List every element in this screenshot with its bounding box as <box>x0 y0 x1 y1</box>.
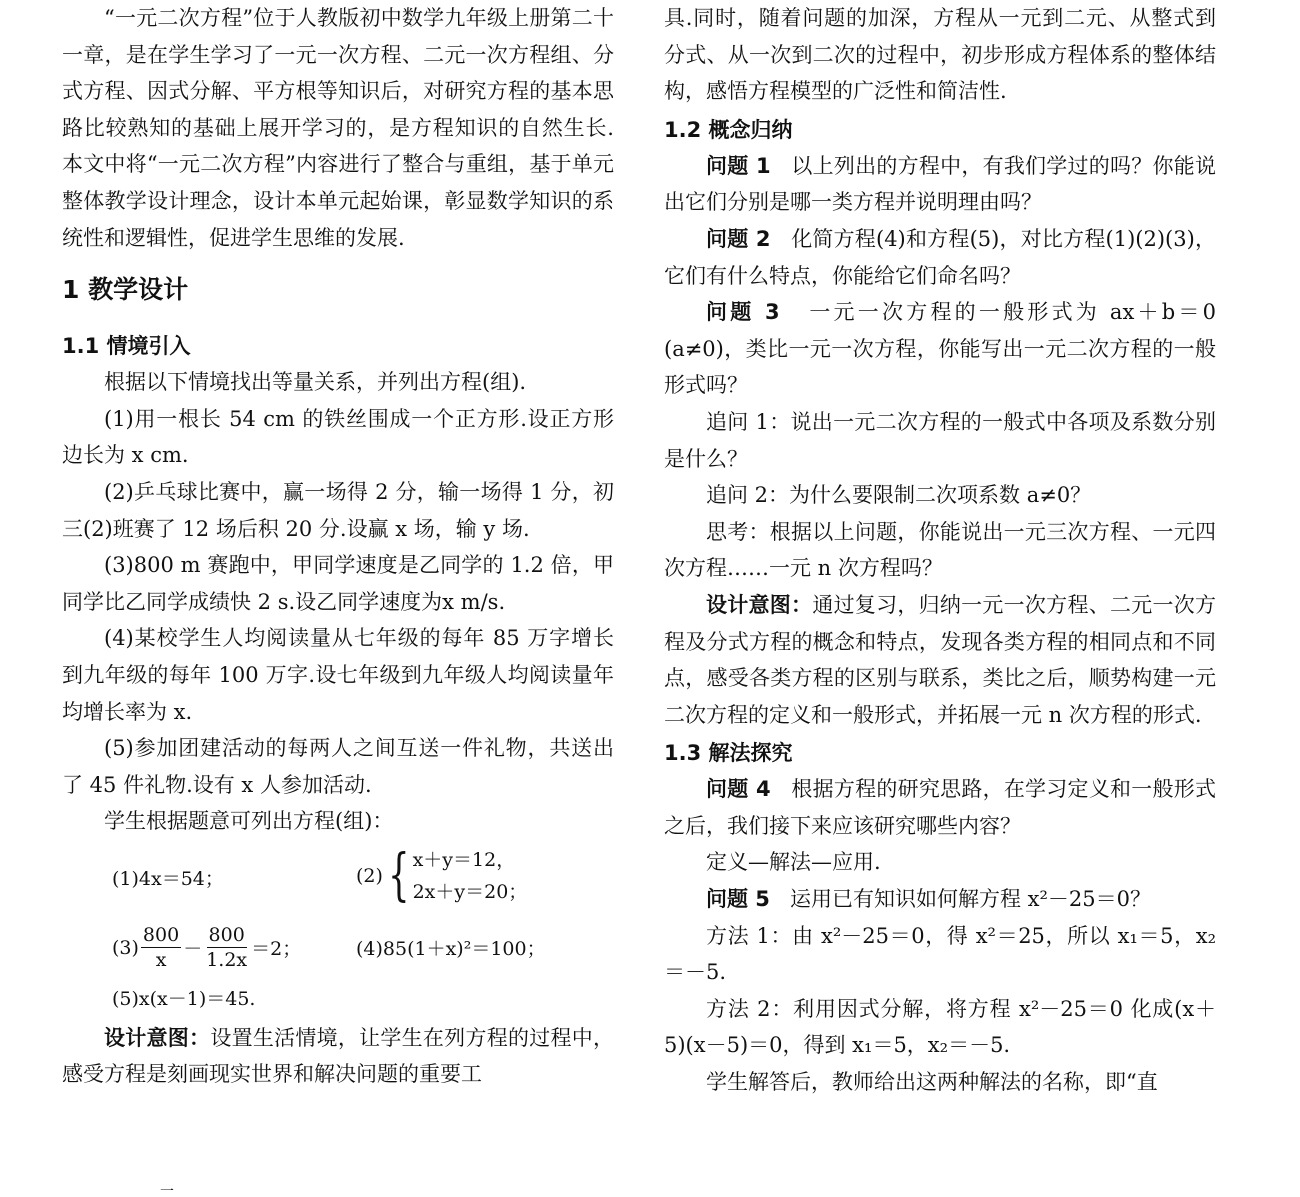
question-3 <box>664 294 1216 404</box>
scenario-4: (4)某校学生人均阅读量从七年级的每年 85 万字增长到九年级的每年 100 万字.设七年级到九年级人均阅读量年均增长率为 x. <box>62 626 614 724</box>
definition-flow: 定义—解法—应用. <box>706 850 881 875</box>
equation-4 <box>356 916 546 980</box>
brace-symbol: { <box>388 842 410 908</box>
last-paragraph: 学生解答后，教师给出这两种解法的名称，即“直 <box>706 1070 1158 1095</box>
scenario-3: (3)800 m 赛跑中，甲同学速度是乙同学的 1.2 倍，甲同学比乙同学成绩快 2 s.设乙同学速度为x m/s. <box>62 553 614 614</box>
subsection-heading-1-1: 1.1 情境引入 <box>62 334 191 359</box>
equation-row-1 <box>62 844 614 916</box>
equation-3-label: (3) <box>112 936 139 959</box>
equation-2-line-1: x＋y＝12， <box>412 848 516 871</box>
design-intent-text: 设置生活情境，让学生在列方程的过程中，感受方程是刻画现实世界和解决问题的重要工 <box>62 1025 615 1087</box>
subsection-heading-1-3: 1.3 解法探究 <box>664 741 793 766</box>
question-1-label: 问题 1 <box>706 153 771 178</box>
question-1 <box>664 148 1216 221</box>
equation-4-text: (4)85(1＋x)²＝100； <box>356 938 546 961</box>
task-paragraph: 根据以下情境找出等量关系，并列出方程(组). <box>104 370 527 395</box>
design-intent-text-2: 通过复习，归纳一元一次方程、二元一次方程及分式方程的概念和特点，发现各类方程的相同点和不同点，感受各类方程的区别与联系，类比之后，顺势构建一元二次方程的定义和一般形式，并拓展一元 n 次方程的形式. <box>664 592 1217 727</box>
equation-1: (1)4x＝54； <box>112 867 224 890</box>
question-2-label: 问题 2 <box>706 226 771 251</box>
scenario-2: (2)乒乓球比赛中，赢一场得 2 分，输一场得 1 分，初三(2)班赛了 12 场后积 20 分.设赢 x 场，输 y 场. <box>62 479 614 541</box>
scenario-1: (1)用一根长 54 cm 的铁丝围成一个正方形.设正方形边长为 x cm. <box>62 406 614 468</box>
equation-2-label: (2) <box>356 864 383 887</box>
question-4 <box>664 771 1216 844</box>
equation-2-system <box>356 844 527 908</box>
think-paragraph: 思考：根据以上问题，你能说出一元三次方程、一元四次方程……一元 n 次方程吗？ <box>664 519 1216 581</box>
question-3-text: 一元一次方程的一般形式为 ax＋b＝0 (a≠0)，类比一元一次方程，你能写出一元二次方程的一般形式吗？ <box>664 300 1216 398</box>
continuation-paragraph: 具.同时，随着问题的加深，方程从一元到二元、从整式到分式、从一次到二次的过程中，初步形成方程体系的整体结构，感悟方程模型的广泛性和简洁性. <box>664 6 1216 104</box>
subsection-heading-1-2: 1.2 概念归纳 <box>664 117 793 142</box>
question-5-label: 问题 5 <box>706 887 770 912</box>
question-2 <box>664 221 1216 294</box>
minus-sign: － <box>183 938 203 961</box>
follow-up-1: 追问 1：说出一元二次方程的一般式中各项及系数分别是什么？ <box>664 409 1216 471</box>
question-5 <box>664 881 1216 918</box>
fraction-2-denominator: 1.2x <box>206 949 248 972</box>
design-intent-label-2: 设计意图： <box>706 592 813 617</box>
method-1: 方法 1：由 x²－25＝0，得 x²＝25，所以 x₁＝5，x₂＝－5. <box>664 923 1216 985</box>
design-intent-2 <box>664 587 1216 733</box>
question-5-text: 运用已有知识如何解方程 x²－25＝0？ <box>789 887 1151 912</box>
fraction-1 <box>141 923 181 972</box>
fraction-1-denominator: x <box>155 949 167 972</box>
fraction-2-numerator: 800 <box>208 924 245 947</box>
question-4-text: 根据方程的研究思路，在学习定义和一般形式之后，我们接下来应该研究哪些内容？ <box>664 777 1216 838</box>
follow-up-2: 追问 2：为什么要限制二次项系数 a≠0？ <box>706 483 1092 508</box>
fraction-2 <box>204 923 249 972</box>
equation-row-3 <box>62 980 614 1020</box>
question-4-label: 问题 4 <box>706 777 771 802</box>
equation-5: (5)x(x－1)＝45. <box>112 987 256 1010</box>
equations-intro: 学生根据题意可列出方程(组)： <box>104 809 394 834</box>
equation-row-2 <box>62 916 614 980</box>
design-intent-1 <box>62 1020 614 1093</box>
cropped-next-line: 一 <box>160 1188 174 1197</box>
method-2: 方法 2：利用因式分解，将方程 x²－25＝0 化成(x＋5)(x－5)＝0，得到 x₁＝5，x₂＝－5. <box>664 996 1216 1058</box>
equation-3 <box>112 916 301 980</box>
question-1-text: 以上列出的方程中，有我们学过的吗？你能说出它们分别是哪一类方程并说明理由吗？ <box>664 153 1216 215</box>
question-3-label: 问题 3 <box>706 300 780 325</box>
section-heading-1: 1 教学设计 <box>62 275 189 305</box>
equation-3-rest: ＝2； <box>251 938 302 961</box>
equation-2-line-2: 2x＋y＝20； <box>412 880 528 903</box>
design-intent-label: 设计意图： <box>104 1025 211 1050</box>
left-column <box>62 0 614 1093</box>
right-column <box>664 0 1216 1101</box>
fraction-1-numerator: 800 <box>142 924 180 947</box>
question-2-text: 化简方程(4)和方程(5)，对比方程(1)(2)(3)，它们有什么特点，你能给它们命名吗？ <box>664 226 1216 288</box>
scenario-5: (5)参加团建活动的每两人之间互送一件礼物，共送出了 45 件礼物.设有 x 人参加活动. <box>62 736 614 797</box>
intro-paragraph: “一元二次方程”位于人教版初中数学九年级上册第二十一章，是在学生学习了一元一次方程、二元一次方程组、分式方程、因式分解、平方根等知识后，对研究方程的基本思路比较熟知的基础上展开学习的，是方程知识的自然生长.本文中将“一元二次方程”内容进行了整合与重组，基于单元整体教学设计理念，设计本单元起始课，彰显数学知识的系统性和逻辑性，促进学生思维的发展. <box>62 6 614 250</box>
